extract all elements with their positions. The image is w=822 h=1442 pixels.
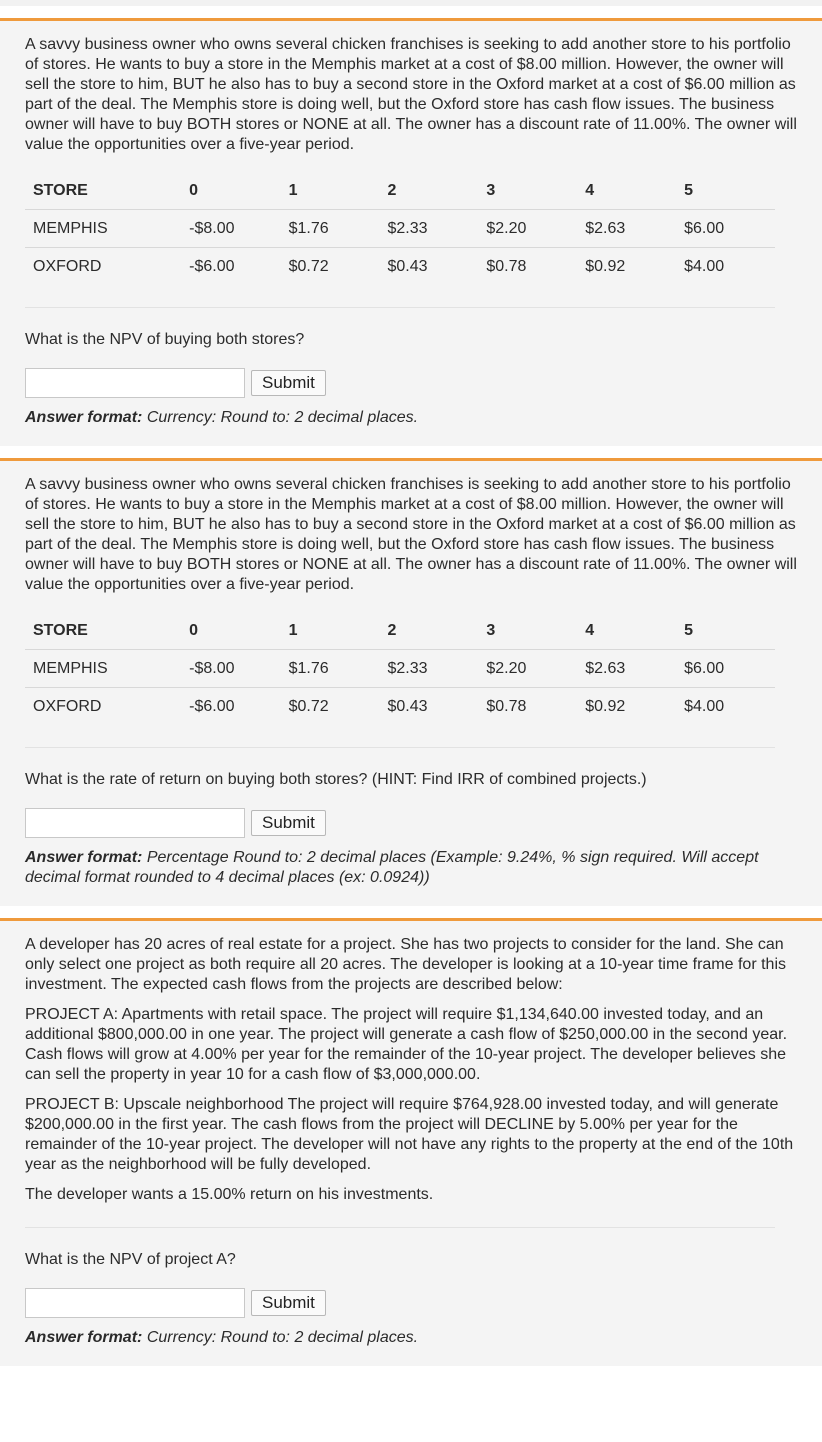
table-cell: $2.20: [478, 650, 577, 688]
submit-button[interactable]: Submit: [251, 1290, 326, 1316]
question-card-2: [0, 458, 822, 906]
submit-button[interactable]: Submit: [251, 370, 326, 396]
submit-button[interactable]: Submit: [251, 810, 326, 836]
column-header: 0: [181, 173, 280, 210]
answer-format-text: Currency: Round to: 2 decimal places.: [146, 409, 419, 426]
table-cell: $0.92: [585, 257, 626, 275]
answer-format-label: Answer format:: [25, 849, 143, 866]
table-row: [25, 248, 775, 286]
table-row: [25, 688, 775, 726]
answer-format: [25, 408, 797, 428]
answer-format: [25, 1328, 797, 1348]
table-row: [25, 650, 775, 688]
table-cell: $0.43: [387, 257, 428, 275]
column-header: 4: [577, 173, 676, 210]
table-cell: $1.76: [281, 210, 380, 248]
answer-input[interactable]: [25, 1288, 245, 1318]
table-cell: -$8.00: [181, 650, 280, 688]
answer-format-text: Currency: Round to: 2 decimal places.: [146, 1329, 419, 1346]
table-cell: $0.78: [486, 257, 527, 275]
answer-input[interactable]: [25, 368, 245, 398]
column-header: 2: [379, 173, 478, 210]
column-header: STORE: [25, 173, 181, 210]
column-header: 3: [478, 173, 577, 210]
project-b-text: PROJECT B: Upscale neighborhood The project will require $764,928.00 invested today, and will generate $200,000.00 in the first year. The cash flows from the project will DECLINE by 5.00% per year for the remainder of the 10-year project. The developer will not have any rights to the property at the end of the 10th year as the neighborhood will be fully developed.: [25, 1096, 794, 1173]
answer-format-label: Answer format:: [25, 409, 143, 426]
answer-format-text: Percentage Round to: 2 decimal places (Example: 9.24%, % sign required. Will accept decimal format rounded to 4 decimal places (ex: 0.0924)): [25, 849, 759, 886]
problem-text: A savvy business owner who owns several chicken franchises is seeking to add another store to his portfolio of stores. He wants to buy a store in the Memphis market at a cost of $8.00 million. However, the owner will sell the store to him, BUT he also has to buy a second store in the Oxford market at a cost of $6.00 million as part of the deal. The Memphis store is doing well, but the Oxford store has cash flow issues. The business owner will have to buy BOTH stores or NONE at all. The owner has a discount rate of 11.00%. The owner will value the opportunities over a five-year period.: [25, 476, 797, 593]
spacer: [0, 446, 822, 458]
table-cell: $0.43: [387, 697, 428, 715]
table-cell: $0.72: [288, 697, 329, 715]
column-header: 1: [281, 613, 380, 650]
answer-format: [25, 848, 797, 888]
cash-flow-table: [25, 173, 775, 285]
table-cell: $6.00: [676, 650, 775, 688]
column-header: STORE: [25, 613, 181, 650]
spacer: [0, 6, 822, 18]
column-header: 5: [676, 613, 775, 650]
question-text: What is the NPV of buying both stores?: [25, 331, 305, 348]
table-cell: MEMPHIS: [25, 650, 181, 688]
table-cell: OXFORD: [33, 697, 102, 715]
problem-text: A developer has 20 acres of real estate for a project. She has two projects to consider for the land. She can only select one project as both require all 20 acres. The developer is looking at a 10-year time frame for this investment. The expected cash flows from the projects are described below:: [25, 936, 786, 993]
table-cell: $2.20: [478, 210, 577, 248]
divider: [25, 747, 775, 748]
column-header: 0: [181, 613, 280, 650]
answer-input[interactable]: [25, 808, 245, 838]
column-header: 5: [676, 173, 775, 210]
table-cell: -$8.00: [181, 210, 280, 248]
project-a-text: PROJECT A: Apartments with retail space. The project will require $1,134,640.00 invested today, and an additional $800,000.00 in one year. The project will generate a cash flow of $250,000.00 in the second year. Cash flows will grow at 4.00% per year for the remainder of the 10-year project. The developer believes she can sell the property in year 10 for a cash flow of $3,000,000.00.: [25, 1006, 788, 1083]
column-header: 4: [577, 613, 676, 650]
table-cell: $6.00: [676, 210, 775, 248]
cash-flow-table: [25, 613, 775, 725]
spacer: [0, 906, 822, 918]
table-cell: $2.33: [379, 210, 478, 248]
table-cell: $2.33: [379, 650, 478, 688]
table-cell: $1.76: [281, 650, 380, 688]
table-cell: $2.63: [577, 650, 676, 688]
table-cell: OXFORD: [33, 257, 102, 275]
required-return-text: The developer wants a 15.00% return on his investments.: [25, 1186, 434, 1203]
table-cell: $4.00: [684, 697, 725, 715]
answer-format-label: Answer format:: [25, 1329, 143, 1346]
table-cell: $0.78: [486, 697, 527, 715]
answer-row: [25, 808, 797, 838]
table-cell: -$6.00: [189, 697, 235, 715]
table-cell: $0.72: [288, 257, 329, 275]
table-cell: $2.63: [577, 210, 676, 248]
table-cell: $0.92: [585, 697, 626, 715]
question-text: What is the NPV of project A?: [25, 1251, 236, 1268]
question-text: What is the rate of return on buying both stores? (HINT: Find IRR of combined projects.): [25, 771, 647, 788]
column-header: 1: [281, 173, 380, 210]
table-header-row: [25, 613, 775, 650]
question-card-1: [0, 18, 822, 446]
table-cell: $4.00: [684, 257, 725, 275]
table-row: [25, 210, 775, 248]
column-header: 2: [379, 613, 478, 650]
table-header-row: [25, 173, 775, 210]
table-cell: -$6.00: [189, 257, 235, 275]
problem-text: A savvy business owner who owns several chicken franchises is seeking to add another store to his portfolio of stores. He wants to buy a store in the Memphis market at a cost of $8.00 million. However, the owner will sell the store to him, BUT he also has to buy a second store in the Oxford market at a cost of $6.00 million as part of the deal. The Memphis store is doing well, but the Oxford store has cash flow issues. The business owner will have to buy BOTH stores or NONE at all. The owner has a discount rate of 11.00%. The owner will value the opportunities over a five-year period.: [25, 36, 797, 153]
divider: [25, 307, 775, 308]
answer-row: [25, 1288, 797, 1318]
question-card-3: [0, 918, 822, 1366]
divider: [25, 1227, 775, 1228]
answer-row: [25, 368, 797, 398]
column-header: 3: [478, 613, 577, 650]
table-cell: MEMPHIS: [25, 210, 181, 248]
